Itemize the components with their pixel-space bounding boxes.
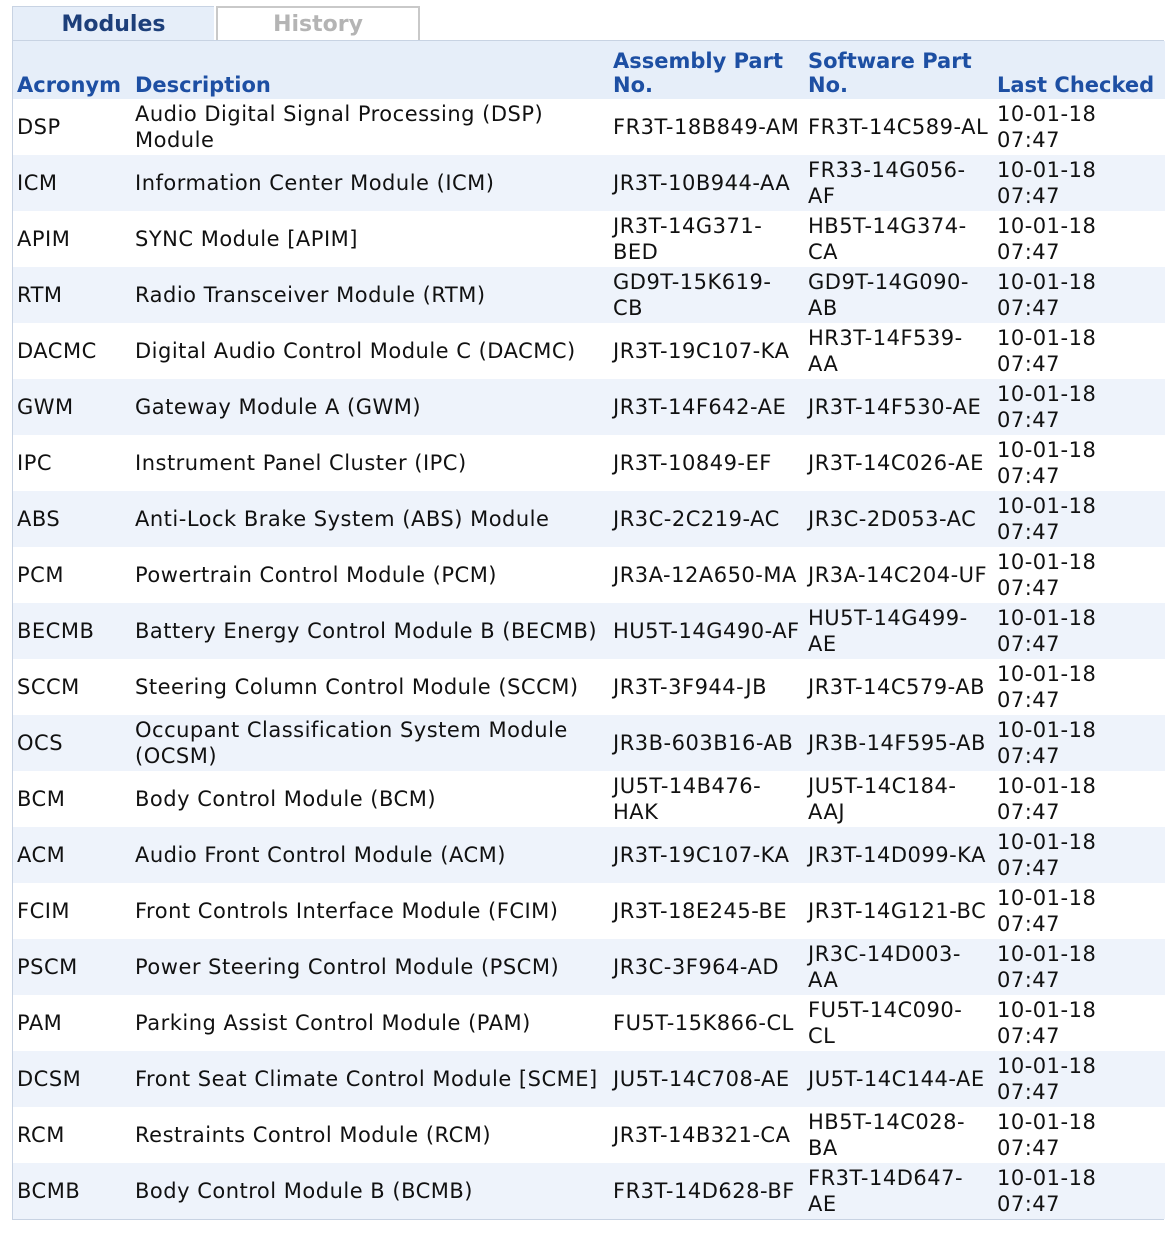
cell-description: Digital Audio Control Module C (DACMC) (131, 323, 609, 379)
table-header-row (13, 41, 1165, 99)
cell-description: Parking Assist Control Module (PAM) (131, 995, 609, 1051)
table-row[interactable] (13, 1107, 1165, 1163)
cell-last-checked: 10-01-18 07:47 (993, 939, 1165, 995)
tab-history[interactable]: History (216, 6, 420, 42)
cell-last-checked: 10-01-18 07:47 (993, 211, 1165, 267)
table-row[interactable] (13, 1163, 1165, 1219)
cell-assembly-part-no: JR3A-12A650-MA (609, 547, 804, 603)
cell-description: Front Controls Interface Module (FCIM) (131, 883, 609, 939)
cell-assembly-part-no: JR3C-3F964-AD (609, 939, 804, 995)
table-row[interactable] (13, 435, 1165, 491)
cell-software-part-no: JR3C-2D053-AC (804, 491, 993, 547)
header-assembly-part-no[interactable]: Assembly Part No. (609, 41, 804, 99)
cell-software-part-no: HU5T-14G499-AE (804, 603, 993, 659)
cell-acronym: PAM (13, 995, 131, 1051)
cell-description: Powertrain Control Module (PCM) (131, 547, 609, 603)
cell-acronym: ACM (13, 827, 131, 883)
cell-last-checked: 10-01-18 07:47 (993, 883, 1165, 939)
cell-acronym: PCM (13, 547, 131, 603)
header-acronym[interactable]: Acronym (13, 41, 131, 99)
cell-acronym: OCS (13, 715, 131, 771)
cell-assembly-part-no: FR3T-18B849-AM (609, 99, 804, 155)
table-row[interactable] (13, 603, 1165, 659)
cell-description: Occupant Classification System Module (OCSM) (131, 715, 609, 771)
cell-last-checked: 10-01-18 07:47 (993, 323, 1165, 379)
table-row[interactable] (13, 995, 1165, 1051)
cell-last-checked: 10-01-18 07:47 (993, 1051, 1165, 1107)
cell-last-checked: 10-01-18 07:47 (993, 715, 1165, 771)
cell-acronym: FCIM (13, 883, 131, 939)
cell-assembly-part-no: GD9T-15K619-CB (609, 267, 804, 323)
table-row[interactable] (13, 1051, 1165, 1107)
table-row[interactable] (13, 883, 1165, 939)
cell-assembly-part-no: HU5T-14G490-AF (609, 603, 804, 659)
cell-software-part-no: JU5T-14C184-AAJ (804, 771, 993, 827)
cell-description: Front Seat Climate Control Module [SCME] (131, 1051, 609, 1107)
cell-description: Power Steering Control Module (PSCM) (131, 939, 609, 995)
cell-last-checked: 10-01-18 07:47 (993, 155, 1165, 211)
header-description[interactable]: Description (131, 41, 609, 99)
table-row[interactable] (13, 99, 1165, 155)
cell-last-checked: 10-01-18 07:47 (993, 491, 1165, 547)
table-row[interactable] (13, 659, 1165, 715)
cell-last-checked: 10-01-18 07:47 (993, 267, 1165, 323)
cell-software-part-no: FR3T-14C589-AL (804, 99, 993, 155)
cell-acronym: DSP (13, 99, 131, 155)
cell-software-part-no: FR3T-14D647-AE (804, 1163, 993, 1219)
cell-description: Restraints Control Module (RCM) (131, 1107, 609, 1163)
table-row[interactable] (13, 323, 1165, 379)
table-body (13, 99, 1165, 1219)
table-row[interactable] (13, 379, 1165, 435)
cell-assembly-part-no: JR3T-14F642-AE (609, 379, 804, 435)
cell-description: SYNC Module [APIM] (131, 211, 609, 267)
cell-acronym: SCCM (13, 659, 131, 715)
cell-software-part-no: FR33-14G056-AF (804, 155, 993, 211)
cell-software-part-no: JR3T-14C579-AB (804, 659, 993, 715)
table-row[interactable] (13, 267, 1165, 323)
cell-last-checked: 10-01-18 07:47 (993, 547, 1165, 603)
cell-last-checked: 10-01-18 07:47 (993, 603, 1165, 659)
table-row[interactable] (13, 715, 1165, 771)
cell-acronym: RTM (13, 267, 131, 323)
header-software-part-no[interactable]: Software Part No. (804, 41, 993, 99)
cell-last-checked: 10-01-18 07:47 (993, 435, 1165, 491)
cell-description: Battery Energy Control Module B (BECMB) (131, 603, 609, 659)
cell-assembly-part-no: JU5T-14B476-HAK (609, 771, 804, 827)
cell-acronym: ICM (13, 155, 131, 211)
cell-acronym: BCM (13, 771, 131, 827)
cell-software-part-no: JR3B-14F595-AB (804, 715, 993, 771)
cell-software-part-no: JR3A-14C204-UF (804, 547, 993, 603)
table-row[interactable] (13, 547, 1165, 603)
cell-description: Instrument Panel Cluster (IPC) (131, 435, 609, 491)
cell-software-part-no: JR3T-14C026-AE (804, 435, 993, 491)
cell-software-part-no: JR3C-14D003-AA (804, 939, 993, 995)
cell-acronym: BECMB (13, 603, 131, 659)
cell-assembly-part-no: JR3T-19C107-KA (609, 323, 804, 379)
cell-description: Audio Front Control Module (ACM) (131, 827, 609, 883)
cell-acronym: IPC (13, 435, 131, 491)
cell-assembly-part-no: JR3C-2C219-AC (609, 491, 804, 547)
cell-last-checked: 10-01-18 07:47 (993, 771, 1165, 827)
cell-software-part-no: HR3T-14F539-AA (804, 323, 993, 379)
cell-acronym: GWM (13, 379, 131, 435)
cell-acronym: BCMB (13, 1163, 131, 1219)
cell-description: Body Control Module (BCM) (131, 771, 609, 827)
table-row[interactable] (13, 211, 1165, 267)
cell-assembly-part-no: JR3T-14G371-BED (609, 211, 804, 267)
cell-software-part-no: JR3T-14D099-KA (804, 827, 993, 883)
cell-assembly-part-no: JR3T-10B944-AA (609, 155, 804, 211)
cell-software-part-no: HB5T-14G374-CA (804, 211, 993, 267)
table-row[interactable] (13, 827, 1165, 883)
cell-last-checked: 10-01-18 07:47 (993, 99, 1165, 155)
cell-description: Gateway Module A (GWM) (131, 379, 609, 435)
cell-last-checked: 10-01-18 07:47 (993, 1163, 1165, 1219)
cell-software-part-no: JR3T-14F530-AE (804, 379, 993, 435)
cell-description: Anti-Lock Brake System (ABS) Module (131, 491, 609, 547)
cell-description: Steering Column Control Module (SCCM) (131, 659, 609, 715)
cell-software-part-no: JR3T-14G121-BC (804, 883, 993, 939)
modules-panel (12, 40, 1164, 1220)
cell-description: Body Control Module B (BCMB) (131, 1163, 609, 1219)
table-row[interactable] (13, 771, 1165, 827)
cell-description: Information Center Module (ICM) (131, 155, 609, 211)
table-row[interactable] (13, 491, 1165, 547)
cell-assembly-part-no: JR3T-19C107-KA (609, 827, 804, 883)
cell-acronym: ABS (13, 491, 131, 547)
cell-description: Radio Transceiver Module (RTM) (131, 267, 609, 323)
cell-assembly-part-no: JR3T-18E245-BE (609, 883, 804, 939)
cell-assembly-part-no: JR3B-603B16-AB (609, 715, 804, 771)
cell-description: Audio Digital Signal Processing (DSP) Module (131, 99, 609, 155)
modules-table (13, 41, 1165, 1219)
cell-last-checked: 10-01-18 07:47 (993, 1107, 1165, 1163)
cell-assembly-part-no: JR3T-10849-EF (609, 435, 804, 491)
cell-acronym: PSCM (13, 939, 131, 995)
cell-assembly-part-no: FU5T-15K866-CL (609, 995, 804, 1051)
table-row[interactable] (13, 939, 1165, 995)
cell-assembly-part-no: FR3T-14D628-BF (609, 1163, 804, 1219)
cell-last-checked: 10-01-18 07:47 (993, 379, 1165, 435)
tab-modules[interactable]: Modules (12, 6, 214, 42)
cell-acronym: APIM (13, 211, 131, 267)
cell-acronym: DCSM (13, 1051, 131, 1107)
cell-assembly-part-no: JU5T-14C708-AE (609, 1051, 804, 1107)
cell-software-part-no: FU5T-14C090-CL (804, 995, 993, 1051)
header-last-checked[interactable]: Last Checked (993, 41, 1165, 99)
cell-last-checked: 10-01-18 07:47 (993, 827, 1165, 883)
cell-software-part-no: GD9T-14G090-AB (804, 267, 993, 323)
cell-acronym: DACMC (13, 323, 131, 379)
table-row[interactable] (13, 155, 1165, 211)
cell-assembly-part-no: JR3T-3F944-JB (609, 659, 804, 715)
cell-software-part-no: HB5T-14C028-BA (804, 1107, 993, 1163)
tab-bar (12, 6, 1164, 42)
cell-software-part-no: JU5T-14C144-AE (804, 1051, 993, 1107)
cell-last-checked: 10-01-18 07:47 (993, 995, 1165, 1051)
cell-acronym: RCM (13, 1107, 131, 1163)
cell-assembly-part-no: JR3T-14B321-CA (609, 1107, 804, 1163)
cell-last-checked: 10-01-18 07:47 (993, 659, 1165, 715)
